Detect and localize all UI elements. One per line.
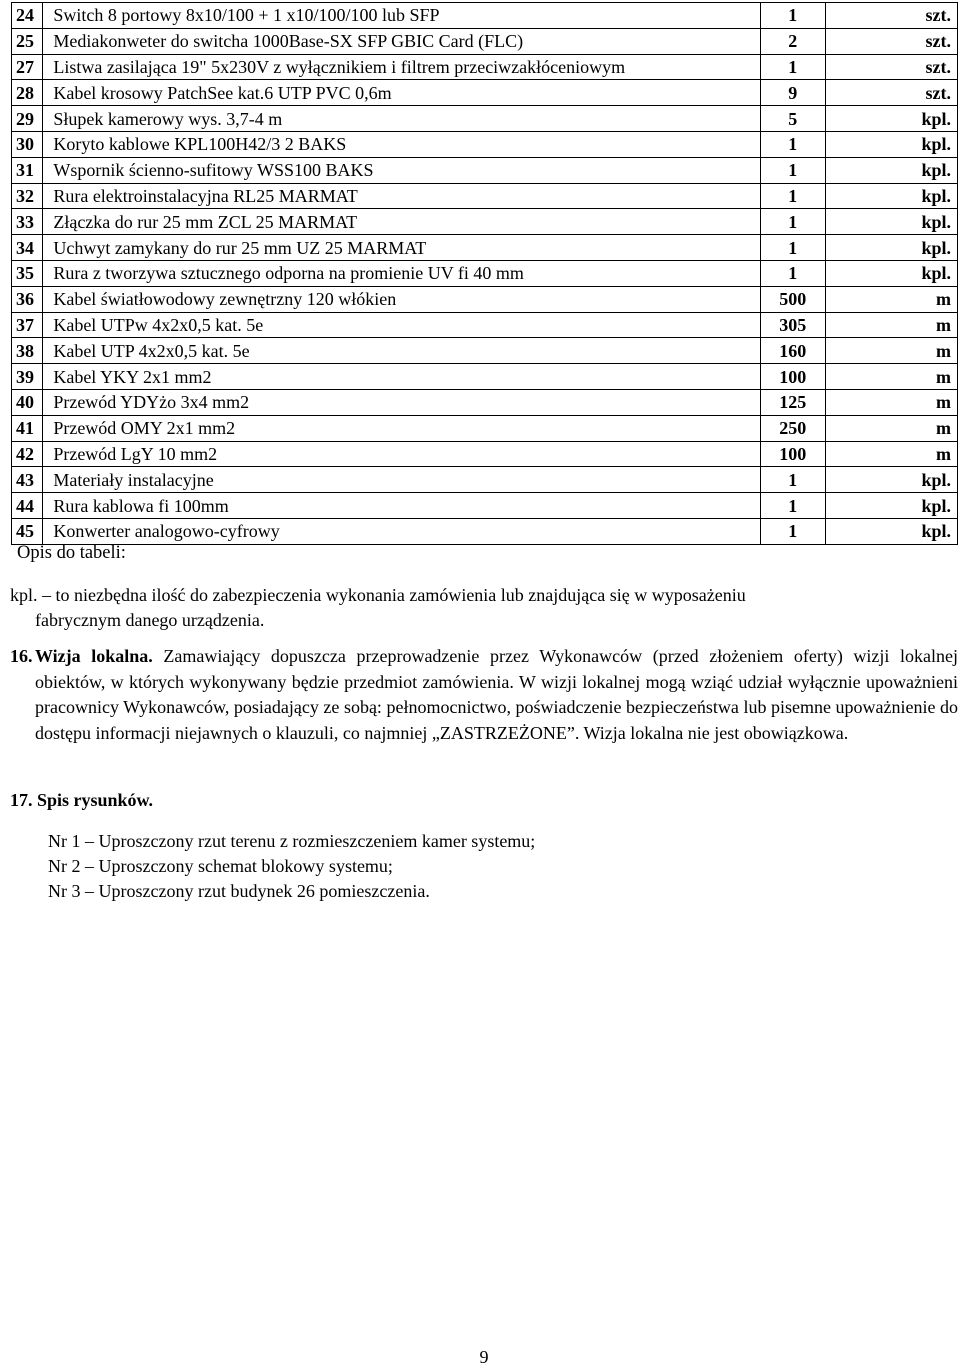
table-row (12, 235, 958, 261)
row-number-cell: 27 (12, 54, 43, 80)
quantity-cell: 250 (760, 415, 825, 441)
legend-title: Opis do tabeli: (17, 543, 126, 563)
unit-cell: m (825, 286, 957, 312)
unit-cell: kpl. (825, 467, 957, 493)
unit-cell: m (825, 441, 957, 467)
item-name-cell: Słupek kamerowy wys. 3,7-4 m (43, 106, 761, 132)
table-row (12, 467, 958, 493)
item-name-cell: Konwerter analogowo-cyfrowy (43, 518, 761, 544)
drawing-item: Nr 1 – Uproszczony rzut terenu z rozmieszczeniem kamer systemu; (48, 831, 536, 851)
row-number-cell: 29 (12, 106, 43, 132)
item-name-cell: Kabel krosowy PatchSee kat.6 UTP PVC 0,6m (43, 80, 761, 106)
table-row (12, 312, 958, 338)
unit-cell: m (825, 312, 957, 338)
row-number-cell: 32 (12, 183, 43, 209)
quantity-cell: 1 (760, 260, 825, 286)
unit-cell: kpl. (825, 209, 957, 235)
row-number-cell: 30 (12, 131, 43, 157)
legend-definition (10, 583, 958, 633)
quantity-cell: 160 (760, 338, 825, 364)
quantity-cell: 500 (760, 286, 825, 312)
quantity-cell: 9 (760, 80, 825, 106)
row-number-cell: 45 (12, 518, 43, 544)
item-name-cell: Kabel YKY 2x1 mm2 (43, 364, 761, 390)
quantity-cell: 100 (760, 364, 825, 390)
quantity-cell: 1 (760, 157, 825, 183)
item-name-cell: Kabel światłowodowy zewnętrzny 120 włókien (43, 286, 761, 312)
table-row (12, 183, 958, 209)
row-number-cell: 33 (12, 209, 43, 235)
quantity-cell: 5 (760, 106, 825, 132)
section-17-number: 17. (10, 790, 33, 810)
table-row (12, 441, 958, 467)
item-name-cell: Rura elektroinstalacyjna RL25 MARMAT (43, 183, 761, 209)
table-row (12, 493, 958, 519)
item-name-cell: Switch 8 portowy 8x10/100 + 1 x10/100/100 lub SFP (43, 3, 761, 29)
item-name-cell: Koryto kablowe KPL100H42/3 2 BAKS (43, 131, 761, 157)
section-16-heading: Wizja lokalna. (35, 646, 153, 666)
item-name-cell: Przewód OMY 2x1 mm2 (43, 415, 761, 441)
quantity-cell: 2 (760, 28, 825, 54)
table-row (12, 260, 958, 286)
item-name-cell: Kabel UTP 4x2x0,5 kat. 5e (43, 338, 761, 364)
unit-cell: kpl. (825, 260, 957, 286)
unit-cell: kpl. (825, 131, 957, 157)
table-row (12, 518, 958, 544)
quantity-cell: 125 (760, 389, 825, 415)
item-name-cell: Przewód YDYżo 3x4 mm2 (43, 389, 761, 415)
row-number-cell: 40 (12, 389, 43, 415)
unit-cell: kpl. (825, 157, 957, 183)
table-row (12, 286, 958, 312)
quantity-cell: 305 (760, 312, 825, 338)
section-16-text: Zamawiający dopuszcza przeprowadzenie przez Wykonawców (przed złożeniem oferty) wizji lokalnej obiektów, w których wykonywany będzie przedmiot zamówienia. W wizji lokalnej mogą wziąć udział wyłącznie upoważnieni pracownicy Wykonawców, posiadający ze sobą: pełnomocnictwo, poświadczenie bezpieczeństwa lub pisemne upoważnienie do dostępu informacji niejawnych o klauzuli, co najmniej „ZASTRZEŻONE”. Wizja lokalna nie jest obowiązkowa. (35, 646, 958, 743)
item-name-cell: Przewód LgY 10 mm2 (43, 441, 761, 467)
section-17 (10, 787, 153, 813)
drawings-list (48, 829, 535, 904)
row-number-cell: 39 (12, 364, 43, 390)
table-row (12, 131, 958, 157)
item-name-cell: Wspornik ścienno-sufitowy WSS100 BAKS (43, 157, 761, 183)
unit-cell: szt. (825, 80, 957, 106)
row-number-cell: 38 (12, 338, 43, 364)
item-name-cell: Rura kablowa fi 100mm (43, 493, 761, 519)
legend-definition-line-1: kpl. – to niezbędna ilość do zabezpieczenia wykonania zamówienia lub znajdująca się w wyposażeniu (10, 585, 746, 605)
quantity-cell: 1 (760, 54, 825, 80)
quantity-cell: 1 (760, 467, 825, 493)
row-number-cell: 36 (12, 286, 43, 312)
table-row (12, 54, 958, 80)
row-number-cell: 37 (12, 312, 43, 338)
unit-cell: szt. (825, 54, 957, 80)
row-number-cell: 44 (12, 493, 43, 519)
unit-cell: kpl. (825, 183, 957, 209)
table-row (12, 415, 958, 441)
unit-cell: m (825, 389, 957, 415)
item-name-cell: Mediakonweter do switcha 1000Base-SX SFP GBIC Card (FLC) (43, 28, 761, 54)
quantity-cell: 1 (760, 183, 825, 209)
quantity-cell: 100 (760, 441, 825, 467)
row-number-cell: 31 (12, 157, 43, 183)
quantity-cell: 1 (760, 518, 825, 544)
row-number-cell: 35 (12, 260, 43, 286)
row-number-cell: 43 (12, 467, 43, 493)
unit-cell: szt. (825, 3, 957, 29)
section-16 (10, 644, 958, 746)
quantity-cell: 1 (760, 131, 825, 157)
table-row (12, 80, 958, 106)
unit-cell: m (825, 415, 957, 441)
table-row (12, 106, 958, 132)
table-row (12, 209, 958, 235)
equipment-table-body (12, 3, 958, 545)
row-number-cell: 24 (12, 3, 43, 29)
section-16-number: 16. (10, 646, 33, 666)
quantity-cell: 1 (760, 3, 825, 29)
unit-cell: kpl. (825, 235, 957, 261)
quantity-cell: 1 (760, 493, 825, 519)
row-number-cell: 34 (12, 235, 43, 261)
legend-definition-line-2: fabrycznym danego urządzenia. (35, 610, 265, 630)
item-name-cell: Rura z tworzywa sztucznego odporna na promienie UV fi 40 mm (43, 260, 761, 286)
item-name-cell: Kabel UTPw 4x2x0,5 kat. 5e (43, 312, 761, 338)
section-17-heading: Spis rysunków. (37, 790, 154, 810)
drawing-item: Nr 2 – Uproszczony schemat blokowy systemu; (48, 856, 393, 876)
table-row (12, 338, 958, 364)
item-name-cell: Listwa zasilająca 19" 5x230V z wyłącznikiem i filtrem przeciwzakłóceniowym (43, 54, 761, 80)
item-name-cell: Złączka do rur 25 mm ZCL 25 MARMAT (43, 209, 761, 235)
quantity-cell: 1 (760, 209, 825, 235)
unit-cell: kpl. (825, 493, 957, 519)
equipment-table (11, 2, 958, 545)
table-row (12, 364, 958, 390)
unit-cell: kpl. (825, 518, 957, 544)
table-row (12, 389, 958, 415)
section-16-body (35, 644, 958, 746)
row-number-cell: 42 (12, 441, 43, 467)
unit-cell: szt. (825, 28, 957, 54)
page-number: 9 (479, 1347, 489, 1367)
unit-cell: m (825, 364, 957, 390)
unit-cell: kpl. (825, 106, 957, 132)
drawing-item: Nr 3 – Uproszczony rzut budynek 26 pomieszczenia. (48, 881, 430, 901)
quantity-cell: 1 (760, 235, 825, 261)
row-number-cell: 25 (12, 28, 43, 54)
table-row (12, 157, 958, 183)
table-row (12, 28, 958, 54)
row-number-cell: 28 (12, 80, 43, 106)
row-number-cell: 41 (12, 415, 43, 441)
item-name-cell: Uchwyt zamykany do rur 25 mm UZ 25 MARMAT (43, 235, 761, 261)
table-row (12, 3, 958, 29)
item-name-cell: Materiały instalacyjne (43, 467, 761, 493)
unit-cell: m (825, 338, 957, 364)
